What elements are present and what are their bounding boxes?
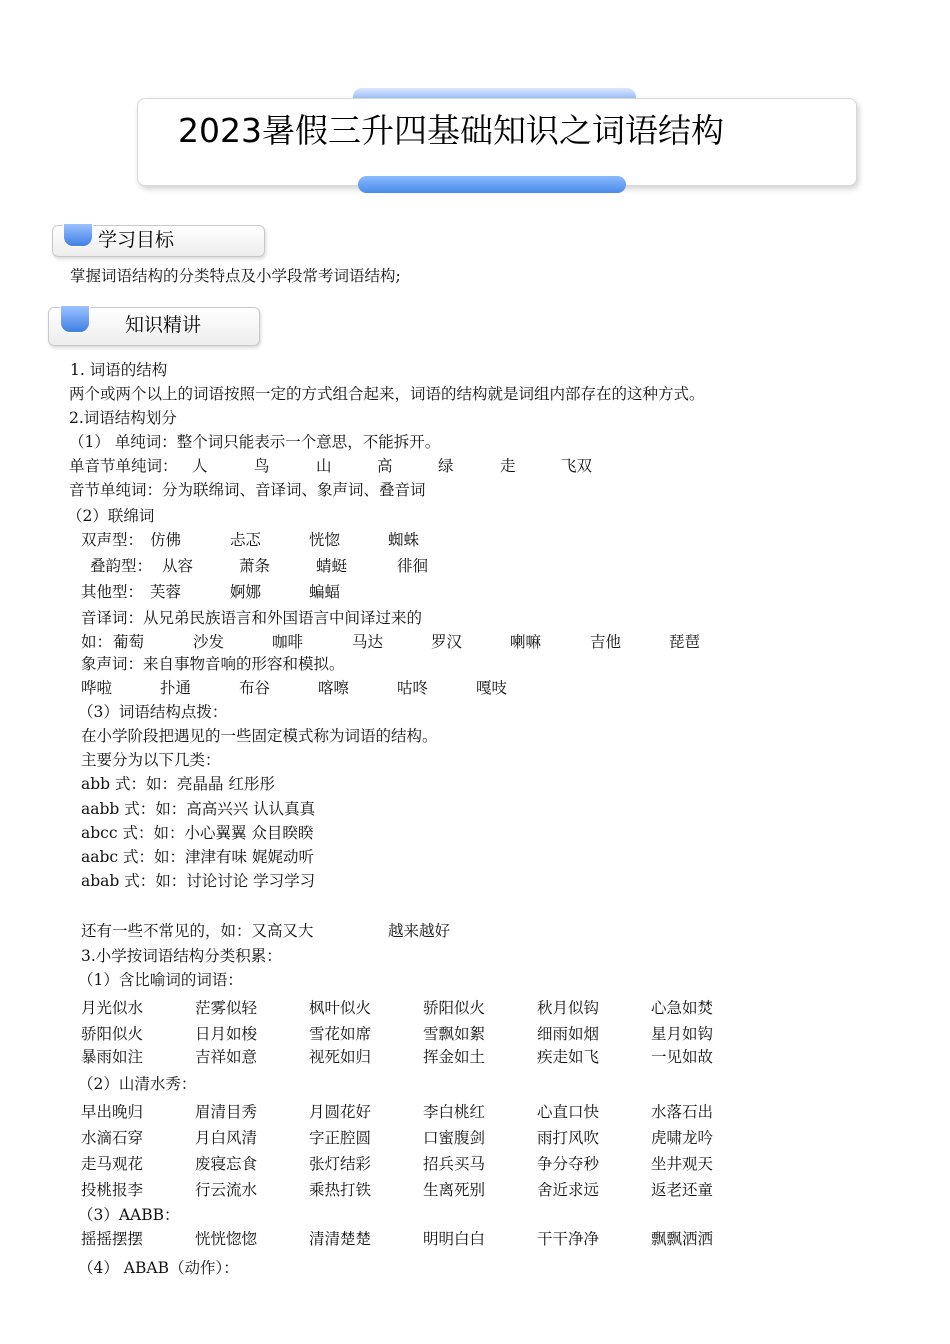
yinyi-word: 琵琶 bbox=[669, 633, 701, 651]
metaphor-word: 吉祥如意 bbox=[195, 1048, 258, 1066]
type-abab: abab 式：如：讨论讨论 学习学习 bbox=[81, 872, 316, 890]
scenery-word: 投桃报李 bbox=[81, 1181, 144, 1199]
shuang-word: 忐忑 bbox=[230, 531, 262, 549]
xiangsheng-word: 哗啦 bbox=[81, 679, 113, 697]
rare-label: 还有一些不常见的，如：又高又大 bbox=[81, 922, 314, 940]
shuang-word: 仿佛 bbox=[150, 531, 182, 549]
xiangsheng-word: 咕咚 bbox=[397, 679, 429, 697]
rare-word: 越来越好 bbox=[388, 922, 451, 940]
other-label: 其他型： bbox=[81, 583, 144, 601]
scenery-word: 行云流水 bbox=[195, 1181, 258, 1199]
metaphor-word: 月光似水 bbox=[81, 999, 144, 1017]
yinyi-word: 吉他 bbox=[590, 633, 622, 651]
metaphor-word: 细雨如烟 bbox=[537, 1025, 600, 1043]
scenery-word: 废寝忘食 bbox=[195, 1155, 258, 1173]
scenery-word: 雨打风吹 bbox=[537, 1129, 600, 1147]
mono-word: 人 bbox=[192, 457, 208, 475]
metaphor-word: 挥金如土 bbox=[423, 1048, 486, 1066]
banner-bottom-bar bbox=[358, 176, 626, 193]
dieyun-word: 萧条 bbox=[239, 557, 271, 575]
type-abcc: abcc 式：如：小心翼翼 众目睽睽 bbox=[81, 824, 314, 842]
goal-text: 掌握词语结构的分类特点及小学段常考词语结构; bbox=[70, 267, 401, 285]
para-structure: （3）词语结构点拨： bbox=[78, 703, 228, 721]
para-single-word: （1） 单纯词：整个词只能表示一个意思，不能拆开。 bbox=[69, 433, 441, 451]
other-word: 蝙蝠 bbox=[309, 583, 341, 601]
para-lianmian: （2）联绵词 bbox=[67, 507, 155, 525]
metaphor-word: 一见如故 bbox=[651, 1048, 714, 1066]
aabb-word: 摇摇摆摆 bbox=[81, 1230, 144, 1248]
scenery-word: 水滴石穿 bbox=[81, 1129, 144, 1147]
mono-word: 飞双 bbox=[561, 457, 593, 475]
scenery-word: 眉清目秀 bbox=[195, 1103, 258, 1121]
metaphor-word: 暴雨如注 bbox=[81, 1048, 144, 1066]
yinyi-word: 马达 bbox=[352, 633, 384, 651]
metaphor-word: 视死如归 bbox=[309, 1048, 372, 1066]
main-types: 主要分为以下几类： bbox=[81, 751, 221, 769]
section-tab-icon bbox=[63, 223, 93, 247]
heading-2: 2.词语结构划分 bbox=[69, 409, 177, 427]
yinyi-word: 罗汉 bbox=[431, 633, 463, 651]
mono-label: 单音节单纯词： bbox=[69, 457, 178, 475]
heading-3: 3.小学按词语结构分类积累： bbox=[81, 947, 282, 965]
xiangsheng-word: 嘎吱 bbox=[476, 679, 508, 697]
definition: 两个或两个以上的词语按照一定的方式组合起来，词语的结构就是词组内部存在的这种方式。 bbox=[69, 385, 705, 403]
yinyi-word: 沙发 bbox=[193, 633, 225, 651]
scenery-word: 返老还童 bbox=[651, 1181, 714, 1199]
aabb-word: 干干净净 bbox=[537, 1230, 600, 1248]
scenery-word: 舍近求远 bbox=[537, 1181, 600, 1199]
type-aabb: aabb 式：如：高高兴兴 认认真真 bbox=[81, 800, 316, 818]
aabb-word: 清清楚楚 bbox=[309, 1230, 372, 1248]
scenery-word: 坐井观天 bbox=[651, 1155, 714, 1173]
scenery-word: 水落石出 bbox=[651, 1103, 714, 1121]
dieyun-label: 叠韵型： bbox=[90, 557, 153, 575]
metaphor-word: 日月如梭 bbox=[195, 1025, 258, 1043]
yinyi-word: 咖啡 bbox=[272, 633, 304, 651]
scenery-word: 虎啸龙吟 bbox=[651, 1129, 714, 1147]
dieyun-word: 蜻蜓 bbox=[316, 557, 348, 575]
fixed-pattern: 在小学阶段把遇见的一些固定模式称为词语的结构。 bbox=[81, 727, 438, 745]
section-tab-icon bbox=[60, 305, 90, 333]
scenery-word: 心直口快 bbox=[537, 1103, 600, 1121]
metaphor-word: 骄阳似火 bbox=[81, 1025, 144, 1043]
metaphor-word: 茫雾似轻 bbox=[195, 999, 258, 1017]
metaphor-word: 秋月似钩 bbox=[537, 999, 600, 1017]
scenery-word: 招兵买马 bbox=[423, 1155, 486, 1173]
category-scenery: （2）山清水秀： bbox=[78, 1075, 197, 1093]
other-word: 芙蓉 bbox=[150, 583, 182, 601]
other-word: 婀娜 bbox=[230, 583, 262, 601]
aabb-word: 恍恍惚惚 bbox=[195, 1230, 258, 1248]
shuang-word: 蜘蛛 bbox=[388, 531, 420, 549]
page-title: 2023暑假三升四基础知识之词语结构 bbox=[178, 111, 724, 150]
xiangsheng-word: 布谷 bbox=[239, 679, 271, 697]
scenery-word: 张灯结彩 bbox=[309, 1155, 372, 1173]
category-abab: （4） ABAB（动作）： bbox=[78, 1259, 239, 1277]
scenery-word: 生离死别 bbox=[423, 1181, 486, 1199]
mono-word: 绿 bbox=[438, 457, 454, 475]
yinyi-word: 葡萄 bbox=[113, 633, 145, 651]
yinyi-word: 喇嘛 bbox=[510, 633, 542, 651]
metaphor-word: 枫叶似火 bbox=[309, 999, 372, 1017]
metaphor-word: 星月如钩 bbox=[651, 1025, 714, 1043]
dieyun-word: 从容 bbox=[162, 557, 194, 575]
scenery-word: 口蜜腹剑 bbox=[423, 1129, 486, 1147]
metaphor-word: 疾走如飞 bbox=[537, 1048, 600, 1066]
scenery-word: 乘热打铁 bbox=[309, 1181, 372, 1199]
metaphor-word: 骄阳似火 bbox=[423, 999, 486, 1017]
xiangsheng-word: 扑通 bbox=[160, 679, 192, 697]
section-title-knowledge: 知识精讲 bbox=[125, 314, 202, 336]
xiangsheng-word: 喀嚓 bbox=[318, 679, 350, 697]
scenery-word: 李白桃红 bbox=[423, 1103, 486, 1121]
metaphor-word: 心急如焚 bbox=[651, 999, 714, 1017]
mono-word: 高 bbox=[377, 457, 393, 475]
scenery-word: 字正腔圆 bbox=[309, 1129, 372, 1147]
metaphor-word: 雪飘如絮 bbox=[423, 1025, 486, 1043]
aabb-word: 飘飘洒洒 bbox=[651, 1230, 714, 1248]
type-aabc: aabc 式：如：津津有味 娓娓动听 bbox=[81, 848, 314, 866]
mono-word: 山 bbox=[316, 457, 332, 475]
scenery-word: 月圆花好 bbox=[309, 1103, 372, 1121]
type-abb: abb 式：如：亮晶晶 红彤彤 bbox=[81, 775, 275, 793]
ru-label: 如： bbox=[81, 633, 113, 651]
scenery-word: 走马观花 bbox=[81, 1155, 144, 1173]
xiangsheng-text: 象声词：来自事物音响的形容和模拟。 bbox=[81, 655, 345, 673]
scenery-word: 早出晚归 bbox=[81, 1103, 144, 1121]
aabb-word: 明明白白 bbox=[423, 1230, 486, 1248]
scenery-word: 争分夺秒 bbox=[537, 1155, 600, 1173]
category-aabb: （3）AABB： bbox=[78, 1206, 180, 1224]
shuang-label: 双声型： bbox=[81, 531, 144, 549]
dieyun-word: 徘徊 bbox=[397, 557, 429, 575]
mono-word: 鸟 bbox=[254, 457, 270, 475]
category-metaphor: （1）含比喻词的词语： bbox=[78, 971, 243, 989]
scenery-word: 月白风清 bbox=[195, 1129, 258, 1147]
section-title-goal: 学习目标 bbox=[98, 229, 175, 251]
heading-1: 1. 词语的结构 bbox=[70, 361, 168, 379]
mono-word: 走 bbox=[500, 457, 516, 475]
poly-syllable: 音节单纯词：分为联绵词、音译词、象声词、叠音词 bbox=[69, 481, 426, 499]
shuang-word: 恍惚 bbox=[309, 531, 341, 549]
yinyi-text: 音译词：从兄弟民族语言和外国语言中间译过来的 bbox=[81, 609, 423, 627]
metaphor-word: 雪花如席 bbox=[309, 1025, 372, 1043]
